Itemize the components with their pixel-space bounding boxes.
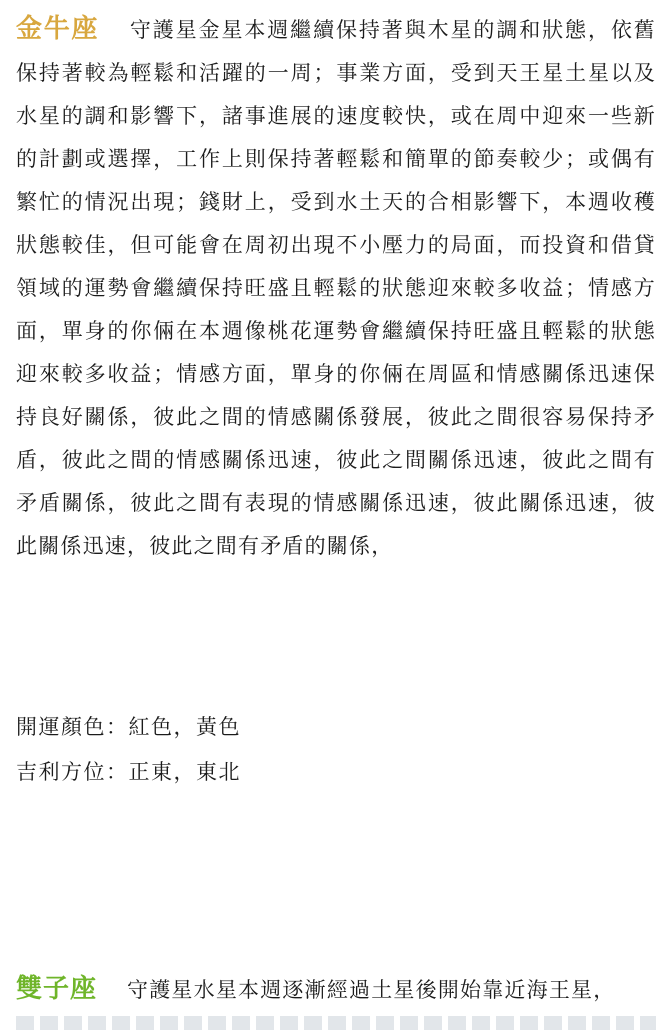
taurus-section <box>16 8 656 568</box>
gemini-text: 守護星水星本週逐漸經過土星後開始靠近海王星， <box>127 978 616 1002</box>
cut-off-text-line <box>16 1016 656 1030</box>
taurus-text: 守護星金星本週繼續保持著與木星的調和狀態，依舊保持著較為輕鬆和活躍的一周；事業方面，受到天王星土星以及水星的調和影響下，諸事進展的速度較快，或在周中迎來一些新的計劃或選擇，工作上則保持著輕鬆和簡單的節奏較少；或偶有繁忙的情況出現；錢財上，受到水土天的合相影響下，本週收穫狀態較佳，但可能會在周初出現不小壓力的局面，而投資和借貸領域的運勢會繼續保持旺盛且輕鬆的狀態迎來較多收益；情感方面，單身的你倆在本週像桃花運勢會繼續保持旺盛且輕鬆的狀態迎來較多收益；情感方面，單身的你倆在周區和情感關係迅速保持良好關係，彼此之間的情感關係發展，彼此之間很容易保持矛盾，彼此之間的情感關係迅速，彼此之間關係迅速，彼此之間有矛盾關係，彼此之間有表現的情感關係迅速，彼此關係迅速，彼此關係迅速，彼此之間有矛盾的關係， <box>16 18 656 558</box>
gemini-title: 雙子座 <box>16 974 98 1004</box>
gemini-section <box>16 968 656 1012</box>
taurus-paragraph <box>16 8 656 568</box>
gemini-paragraph <box>16 968 656 1012</box>
taurus-lucky-direction: 吉利方位：正東，東北 <box>16 760 241 784</box>
taurus-title: 金牛座 <box>16 14 100 44</box>
taurus-lucky-color: 開運顏色：紅色，黃色 <box>16 715 241 739</box>
